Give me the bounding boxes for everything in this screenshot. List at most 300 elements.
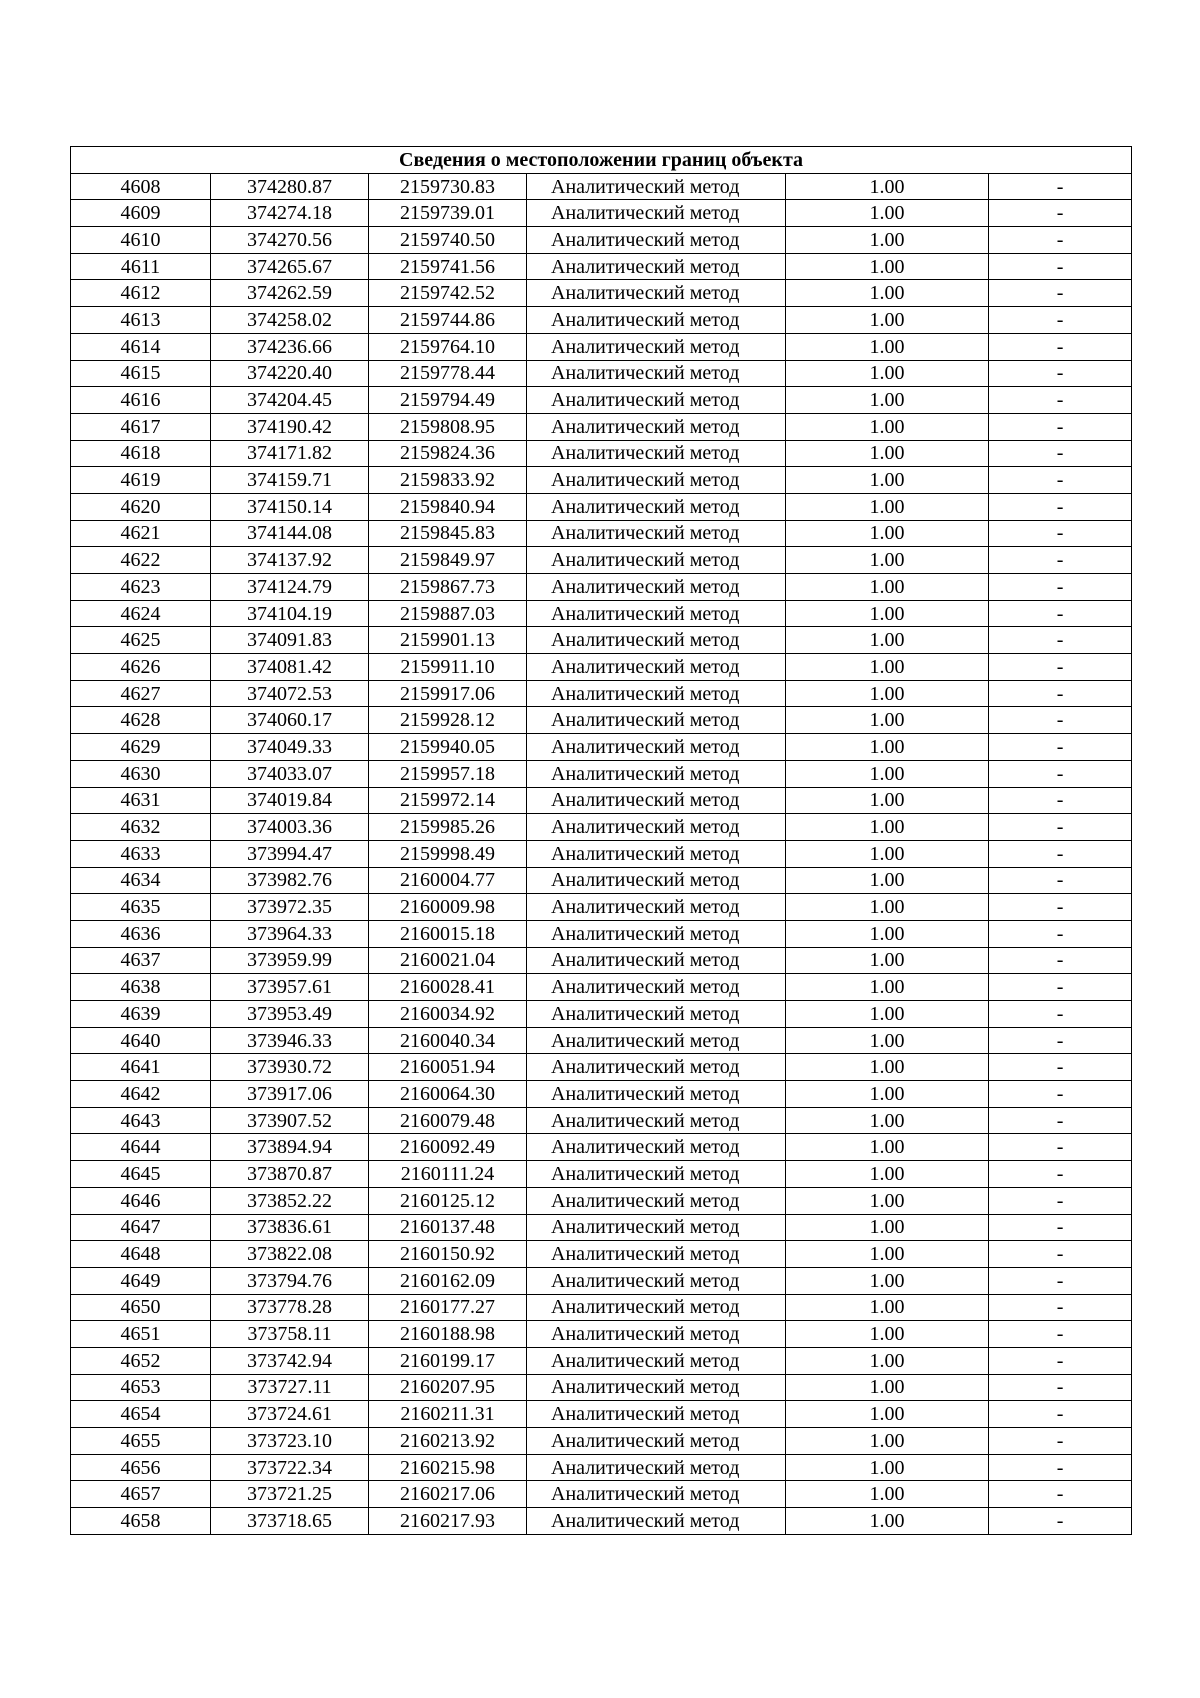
- coord-y-cell: 2159887.03: [369, 600, 527, 627]
- method-cell: Аналитический метод: [527, 654, 786, 681]
- point-number-cell: 4611: [71, 253, 211, 280]
- accuracy-cell: 1.00: [786, 787, 989, 814]
- description-cell: -: [989, 1161, 1132, 1188]
- accuracy-cell: 1.00: [786, 734, 989, 761]
- coord-y-cell: 2159845.83: [369, 520, 527, 547]
- method-cell: Аналитический метод: [527, 1161, 786, 1188]
- description-cell: -: [989, 787, 1132, 814]
- coord-y-cell: 2159917.06: [369, 680, 527, 707]
- coord-x-cell: 373930.72: [211, 1054, 369, 1081]
- table-row: [71, 680, 1132, 707]
- description-cell: -: [989, 1481, 1132, 1508]
- table-row: [71, 333, 1132, 360]
- coord-x-cell: 373724.61: [211, 1401, 369, 1428]
- method-cell: Аналитический метод: [527, 1508, 786, 1535]
- table-row: [71, 1081, 1132, 1108]
- coord-x-cell: 373994.47: [211, 840, 369, 867]
- description-cell: -: [989, 654, 1132, 681]
- coord-y-cell: 2160009.98: [369, 894, 527, 921]
- table-row: [71, 1161, 1132, 1188]
- coord-y-cell: 2159957.18: [369, 760, 527, 787]
- coord-y-cell: 2160092.49: [369, 1134, 527, 1161]
- description-cell: -: [989, 467, 1132, 494]
- coord-x-cell: 373946.33: [211, 1027, 369, 1054]
- coord-y-cell: 2160015.18: [369, 920, 527, 947]
- method-cell: Аналитический метод: [527, 947, 786, 974]
- method-cell: Аналитический метод: [527, 760, 786, 787]
- accuracy-cell: 1.00: [786, 173, 989, 200]
- table-row: [71, 1454, 1132, 1481]
- method-cell: Аналитический метод: [527, 787, 786, 814]
- point-number-cell: 4637: [71, 947, 211, 974]
- coord-x-cell: 373972.35: [211, 894, 369, 921]
- accuracy-cell: 1.00: [786, 333, 989, 360]
- coord-y-cell: 2159840.94: [369, 493, 527, 520]
- point-number-cell: 4615: [71, 360, 211, 387]
- accuracy-cell: 1.00: [786, 574, 989, 601]
- point-number-cell: 4657: [71, 1481, 211, 1508]
- method-cell: Аналитический метод: [527, 520, 786, 547]
- accuracy-cell: 1.00: [786, 520, 989, 547]
- table-row: [71, 493, 1132, 520]
- coord-y-cell: 2160162.09: [369, 1267, 527, 1294]
- coord-y-cell: 2159764.10: [369, 333, 527, 360]
- coord-y-cell: 2160199.17: [369, 1347, 527, 1374]
- description-cell: -: [989, 974, 1132, 1001]
- method-cell: Аналитический метод: [527, 1214, 786, 1241]
- point-number-cell: 4651: [71, 1321, 211, 1348]
- description-cell: -: [989, 894, 1132, 921]
- description-cell: -: [989, 1027, 1132, 1054]
- coord-y-cell: 2160028.41: [369, 974, 527, 1001]
- point-number-cell: 4612: [71, 280, 211, 307]
- table-row: [71, 1134, 1132, 1161]
- description-cell: -: [989, 840, 1132, 867]
- point-number-cell: 4638: [71, 974, 211, 1001]
- table-row: [71, 1187, 1132, 1214]
- accuracy-cell: 1.00: [786, 1428, 989, 1455]
- coord-x-cell: 373982.76: [211, 867, 369, 894]
- coord-x-cell: 374274.18: [211, 200, 369, 227]
- method-cell: Аналитический метод: [527, 333, 786, 360]
- table-row: [71, 467, 1132, 494]
- point-number-cell: 4647: [71, 1214, 211, 1241]
- coord-y-cell: 2159867.73: [369, 574, 527, 601]
- point-number-cell: 4621: [71, 520, 211, 547]
- description-cell: -: [989, 493, 1132, 520]
- coord-x-cell: 374033.07: [211, 760, 369, 787]
- coord-y-cell: 2160079.48: [369, 1107, 527, 1134]
- description-cell: -: [989, 920, 1132, 947]
- point-number-cell: 4608: [71, 173, 211, 200]
- table-row: [71, 814, 1132, 841]
- method-cell: Аналитический метод: [527, 1001, 786, 1028]
- description-cell: -: [989, 1107, 1132, 1134]
- point-number-cell: 4658: [71, 1508, 211, 1535]
- coord-y-cell: 2159744.86: [369, 307, 527, 334]
- coord-y-cell: 2159808.95: [369, 413, 527, 440]
- coord-y-cell: 2160064.30: [369, 1081, 527, 1108]
- table-row: [71, 1027, 1132, 1054]
- description-cell: -: [989, 413, 1132, 440]
- coord-x-cell: 373957.61: [211, 974, 369, 1001]
- point-number-cell: 4650: [71, 1294, 211, 1321]
- description-cell: -: [989, 1001, 1132, 1028]
- table-row: [71, 547, 1132, 574]
- coord-y-cell: 2160125.12: [369, 1187, 527, 1214]
- description-cell: -: [989, 1054, 1132, 1081]
- description-cell: -: [989, 627, 1132, 654]
- coord-x-cell: 374124.79: [211, 574, 369, 601]
- coord-y-cell: 2159794.49: [369, 387, 527, 414]
- accuracy-cell: 1.00: [786, 1454, 989, 1481]
- coord-y-cell: 2159824.36: [369, 440, 527, 467]
- table-row: [71, 200, 1132, 227]
- description-cell: -: [989, 360, 1132, 387]
- accuracy-cell: 1.00: [786, 627, 989, 654]
- accuracy-cell: 1.00: [786, 947, 989, 974]
- table-row: [71, 440, 1132, 467]
- description-cell: -: [989, 547, 1132, 574]
- coord-x-cell: 373964.33: [211, 920, 369, 947]
- table-row: [71, 627, 1132, 654]
- coord-y-cell: 2160137.48: [369, 1214, 527, 1241]
- coord-x-cell: 373722.34: [211, 1454, 369, 1481]
- coord-x-cell: 373822.08: [211, 1241, 369, 1268]
- description-cell: -: [989, 1374, 1132, 1401]
- point-number-cell: 4610: [71, 227, 211, 254]
- coord-y-cell: 2160004.77: [369, 867, 527, 894]
- table-title: Сведения о местоположении границ объекта: [71, 147, 1132, 174]
- coord-x-cell: 374159.71: [211, 467, 369, 494]
- accuracy-cell: 1.00: [786, 387, 989, 414]
- method-cell: Аналитический метод: [527, 1054, 786, 1081]
- table-body: [71, 173, 1132, 1534]
- description-cell: -: [989, 600, 1132, 627]
- method-cell: Аналитический метод: [527, 1347, 786, 1374]
- coord-y-cell: 2160211.31: [369, 1401, 527, 1428]
- point-number-cell: 4656: [71, 1454, 211, 1481]
- method-cell: Аналитический метод: [527, 440, 786, 467]
- method-cell: Аналитический метод: [527, 1187, 786, 1214]
- coord-x-cell: 374262.59: [211, 280, 369, 307]
- point-number-cell: 4609: [71, 200, 211, 227]
- description-cell: -: [989, 1401, 1132, 1428]
- description-cell: -: [989, 947, 1132, 974]
- accuracy-cell: 1.00: [786, 814, 989, 841]
- point-number-cell: 4643: [71, 1107, 211, 1134]
- accuracy-cell: 1.00: [786, 600, 989, 627]
- coord-y-cell: 2160188.98: [369, 1321, 527, 1348]
- coord-y-cell: 2159901.13: [369, 627, 527, 654]
- description-cell: -: [989, 440, 1132, 467]
- coord-x-cell: 373917.06: [211, 1081, 369, 1108]
- accuracy-cell: 1.00: [786, 440, 989, 467]
- coord-x-cell: 374144.08: [211, 520, 369, 547]
- coord-y-cell: 2160217.06: [369, 1481, 527, 1508]
- point-number-cell: 4617: [71, 413, 211, 440]
- point-number-cell: 4634: [71, 867, 211, 894]
- description-cell: -: [989, 680, 1132, 707]
- description-cell: -: [989, 1081, 1132, 1108]
- point-number-cell: 4629: [71, 734, 211, 761]
- accuracy-cell: 1.00: [786, 253, 989, 280]
- description-cell: -: [989, 1321, 1132, 1348]
- boundary-coordinates-table: [70, 146, 1132, 1535]
- accuracy-cell: 1.00: [786, 1187, 989, 1214]
- method-cell: Аналитический метод: [527, 920, 786, 947]
- table-row: [71, 1508, 1132, 1535]
- coord-x-cell: 374190.42: [211, 413, 369, 440]
- coord-y-cell: 2160040.34: [369, 1027, 527, 1054]
- table-row: [71, 920, 1132, 947]
- accuracy-cell: 1.00: [786, 1107, 989, 1134]
- accuracy-cell: 1.00: [786, 1214, 989, 1241]
- coord-y-cell: 2160034.92: [369, 1001, 527, 1028]
- table-row: [71, 894, 1132, 921]
- coord-x-cell: 374104.19: [211, 600, 369, 627]
- accuracy-cell: 1.00: [786, 920, 989, 947]
- accuracy-cell: 1.00: [786, 200, 989, 227]
- method-cell: Аналитический метод: [527, 707, 786, 734]
- accuracy-cell: 1.00: [786, 840, 989, 867]
- point-number-cell: 4635: [71, 894, 211, 921]
- description-cell: -: [989, 173, 1132, 200]
- point-number-cell: 4628: [71, 707, 211, 734]
- method-cell: Аналитический метод: [527, 200, 786, 227]
- coord-y-cell: 2159742.52: [369, 280, 527, 307]
- method-cell: Аналитический метод: [527, 1454, 786, 1481]
- coord-y-cell: 2160111.24: [369, 1161, 527, 1188]
- table-row: [71, 1481, 1132, 1508]
- coord-x-cell: 374081.42: [211, 654, 369, 681]
- accuracy-cell: 1.00: [786, 280, 989, 307]
- coord-y-cell: 2160177.27: [369, 1294, 527, 1321]
- method-cell: Аналитический метод: [527, 867, 786, 894]
- coord-y-cell: 2160217.93: [369, 1508, 527, 1535]
- table-row: [71, 1294, 1132, 1321]
- method-cell: Аналитический метод: [527, 547, 786, 574]
- table-row: [71, 1374, 1132, 1401]
- coord-x-cell: 374072.53: [211, 680, 369, 707]
- point-number-cell: 4636: [71, 920, 211, 947]
- method-cell: Аналитический метод: [527, 1374, 786, 1401]
- method-cell: Аналитический метод: [527, 493, 786, 520]
- point-number-cell: 4640: [71, 1027, 211, 1054]
- description-cell: -: [989, 1187, 1132, 1214]
- table-row: [71, 1347, 1132, 1374]
- method-cell: Аналитический метод: [527, 467, 786, 494]
- description-cell: -: [989, 1428, 1132, 1455]
- coord-y-cell: 2159911.10: [369, 654, 527, 681]
- coord-y-cell: 2159833.92: [369, 467, 527, 494]
- method-cell: Аналитический метод: [527, 1294, 786, 1321]
- description-cell: -: [989, 760, 1132, 787]
- accuracy-cell: 1.00: [786, 1401, 989, 1428]
- table-row: [71, 227, 1132, 254]
- point-number-cell: 4649: [71, 1267, 211, 1294]
- table-row: [71, 867, 1132, 894]
- coord-y-cell: 2159739.01: [369, 200, 527, 227]
- coord-x-cell: 373953.49: [211, 1001, 369, 1028]
- coord-x-cell: 374204.45: [211, 387, 369, 414]
- method-cell: Аналитический метод: [527, 627, 786, 654]
- coord-x-cell: 374270.56: [211, 227, 369, 254]
- accuracy-cell: 1.00: [786, 467, 989, 494]
- coord-x-cell: 374150.14: [211, 493, 369, 520]
- point-number-cell: 4646: [71, 1187, 211, 1214]
- table-row: [71, 1428, 1132, 1455]
- table-row: [71, 1401, 1132, 1428]
- table-row: [71, 947, 1132, 974]
- description-cell: -: [989, 814, 1132, 841]
- accuracy-cell: 1.00: [786, 1001, 989, 1028]
- method-cell: Аналитический метод: [527, 600, 786, 627]
- accuracy-cell: 1.00: [786, 413, 989, 440]
- description-cell: -: [989, 1508, 1132, 1535]
- coord-y-cell: 2159940.05: [369, 734, 527, 761]
- point-number-cell: 4639: [71, 1001, 211, 1028]
- coord-x-cell: 373836.61: [211, 1214, 369, 1241]
- point-number-cell: 4631: [71, 787, 211, 814]
- accuracy-cell: 1.00: [786, 360, 989, 387]
- table-row: [71, 1001, 1132, 1028]
- coord-x-cell: 373907.52: [211, 1107, 369, 1134]
- table-title-row: [71, 147, 1132, 174]
- description-cell: -: [989, 333, 1132, 360]
- point-number-cell: 4619: [71, 467, 211, 494]
- coord-y-cell: 2159741.56: [369, 253, 527, 280]
- accuracy-cell: 1.00: [786, 867, 989, 894]
- method-cell: Аналитический метод: [527, 173, 786, 200]
- coord-x-cell: 373894.94: [211, 1134, 369, 1161]
- method-cell: Аналитический метод: [527, 1267, 786, 1294]
- accuracy-cell: 1.00: [786, 1081, 989, 1108]
- table-row: [71, 787, 1132, 814]
- description-cell: -: [989, 200, 1132, 227]
- method-cell: Аналитический метод: [527, 1428, 786, 1455]
- coord-x-cell: 374137.92: [211, 547, 369, 574]
- accuracy-cell: 1.00: [786, 547, 989, 574]
- description-cell: -: [989, 1454, 1132, 1481]
- point-number-cell: 4613: [71, 307, 211, 334]
- point-number-cell: 4630: [71, 760, 211, 787]
- table-row: [71, 707, 1132, 734]
- point-number-cell: 4625: [71, 627, 211, 654]
- coord-x-cell: 373718.65: [211, 1508, 369, 1535]
- description-cell: -: [989, 307, 1132, 334]
- table-row: [71, 654, 1132, 681]
- coord-x-cell: 374060.17: [211, 707, 369, 734]
- table-row: [71, 360, 1132, 387]
- coord-x-cell: 373852.22: [211, 1187, 369, 1214]
- method-cell: Аналитический метод: [527, 734, 786, 761]
- coord-y-cell: 2159849.97: [369, 547, 527, 574]
- coord-x-cell: 373870.87: [211, 1161, 369, 1188]
- method-cell: Аналитический метод: [527, 1107, 786, 1134]
- description-cell: -: [989, 1347, 1132, 1374]
- accuracy-cell: 1.00: [786, 1347, 989, 1374]
- description-cell: -: [989, 1134, 1132, 1161]
- coord-y-cell: 2160207.95: [369, 1374, 527, 1401]
- method-cell: Аналитический метод: [527, 574, 786, 601]
- method-cell: Аналитический метод: [527, 1081, 786, 1108]
- coord-x-cell: 373959.99: [211, 947, 369, 974]
- accuracy-cell: 1.00: [786, 680, 989, 707]
- coord-y-cell: 2160150.92: [369, 1241, 527, 1268]
- coord-y-cell: 2160021.04: [369, 947, 527, 974]
- description-cell: -: [989, 253, 1132, 280]
- point-number-cell: 4644: [71, 1134, 211, 1161]
- method-cell: Аналитический метод: [527, 413, 786, 440]
- description-cell: -: [989, 387, 1132, 414]
- description-cell: -: [989, 707, 1132, 734]
- description-cell: -: [989, 734, 1132, 761]
- accuracy-cell: 1.00: [786, 1508, 989, 1535]
- table-row: [71, 387, 1132, 414]
- point-number-cell: 4641: [71, 1054, 211, 1081]
- method-cell: Аналитический метод: [527, 974, 786, 1001]
- table-row: [71, 574, 1132, 601]
- table-row: [71, 840, 1132, 867]
- coord-y-cell: 2159730.83: [369, 173, 527, 200]
- table-row: [71, 173, 1132, 200]
- coord-x-cell: 374049.33: [211, 734, 369, 761]
- table-row: [71, 974, 1132, 1001]
- method-cell: Аналитический метод: [527, 307, 786, 334]
- coord-x-cell: 373778.28: [211, 1294, 369, 1321]
- coord-y-cell: 2159985.26: [369, 814, 527, 841]
- coord-x-cell: 373727.11: [211, 1374, 369, 1401]
- point-number-cell: 4645: [71, 1161, 211, 1188]
- description-cell: -: [989, 1267, 1132, 1294]
- accuracy-cell: 1.00: [786, 1321, 989, 1348]
- method-cell: Аналитический метод: [527, 227, 786, 254]
- accuracy-cell: 1.00: [786, 1161, 989, 1188]
- accuracy-cell: 1.00: [786, 1267, 989, 1294]
- table-row: [71, 1321, 1132, 1348]
- accuracy-cell: 1.00: [786, 974, 989, 1001]
- point-number-cell: 4655: [71, 1428, 211, 1455]
- method-cell: Аналитический метод: [527, 1241, 786, 1268]
- table-row: [71, 1107, 1132, 1134]
- coord-y-cell: 2160213.92: [369, 1428, 527, 1455]
- table-row: [71, 413, 1132, 440]
- accuracy-cell: 1.00: [786, 1374, 989, 1401]
- description-cell: -: [989, 1294, 1132, 1321]
- coord-x-cell: 373723.10: [211, 1428, 369, 1455]
- point-number-cell: 4648: [71, 1241, 211, 1268]
- method-cell: Аналитический метод: [527, 1134, 786, 1161]
- point-number-cell: 4616: [71, 387, 211, 414]
- point-number-cell: 4624: [71, 600, 211, 627]
- point-number-cell: 4614: [71, 333, 211, 360]
- coord-y-cell: 2159998.49: [369, 840, 527, 867]
- accuracy-cell: 1.00: [786, 227, 989, 254]
- accuracy-cell: 1.00: [786, 760, 989, 787]
- table-row: [71, 253, 1132, 280]
- method-cell: Аналитический метод: [527, 1321, 786, 1348]
- coord-y-cell: 2160051.94: [369, 1054, 527, 1081]
- table-row: [71, 760, 1132, 787]
- table-row: [71, 1241, 1132, 1268]
- point-number-cell: 4652: [71, 1347, 211, 1374]
- point-number-cell: 4632: [71, 814, 211, 841]
- point-number-cell: 4653: [71, 1374, 211, 1401]
- accuracy-cell: 1.00: [786, 707, 989, 734]
- description-cell: -: [989, 227, 1132, 254]
- coord-y-cell: 2159928.12: [369, 707, 527, 734]
